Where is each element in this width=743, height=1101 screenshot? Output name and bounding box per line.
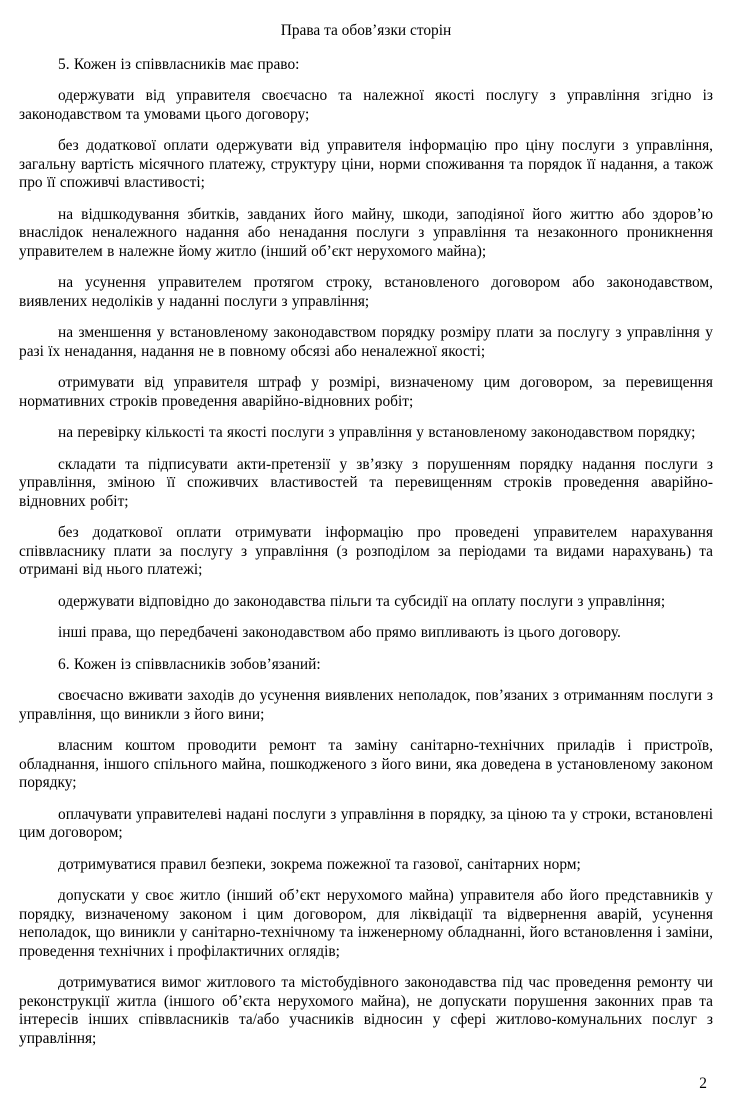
paragraph: дотримуватися правил безпеки, зокрема пожежної та газової, санітарних норм; bbox=[58, 855, 581, 873]
paragraph: на відшкодування збитків, завданих його майну, шкоди, заподіяної його життю або здоров’ю внаслідок неналежного надання або ненадання послуги з управління та незаконного проникнення управителем в належне йому житло (інший об’єкт нерухомого майна); bbox=[19, 205, 713, 260]
page-number: 2 bbox=[699, 1074, 707, 1092]
paragraph: складати та підписувати акти-претензії у зв’язку з порушенням порядку надання послуги з управління, зміною її споживчих властивостей та перевищенням строків проведення аварійно-відновних робіт; bbox=[19, 455, 713, 510]
paragraph: одержувати відповідно до законодавства пільги та субсидії на оплату послуги з управління; bbox=[58, 592, 666, 610]
paragraph: дотримуватися вимог житлового та містобудівного законодавства під час проведення ремонту чи реконструкції житла (іншого об’єкта нерухомого майна), не допускати порушення законних прав та інтересів інших співвласників та/або учасників відносин у сфері житлово-комунальних послуг з управління; bbox=[19, 974, 713, 1047]
document-body bbox=[19, 56, 713, 1049]
paragraph: без додаткової оплати одержувати від управителя інформацію про ціну послуги з управління, загальну вартість місячного платежу, структуру ціни, норми споживання та порядок її надання, а також про її споживчі властивості; bbox=[19, 137, 713, 191]
section-heading: 6. Кожен із співвласників зобов’язаний: bbox=[58, 655, 321, 673]
paragraph: отримувати від управителя штраф у розмірі, визначеному цим договором, за перевищення нормативних строків проведення аварійно-відновних робіт; bbox=[19, 374, 713, 410]
paragraph: без додаткової оплати отримувати інформацію про проведені управителем нарахування співвласнику плати за послугу з управління (з розподілом за періодами та видами нарахувань) та отримані від нього платежі; bbox=[19, 524, 713, 578]
section-heading: 5. Кожен із співвласників має право: bbox=[58, 55, 300, 73]
page-title: Права та обов’язки сторін bbox=[280, 22, 452, 39]
paragraph: допускати у своє житло (інший об’єкт нерухомого майна) управителя або його представників у порядку, визначеному законом і цим договором, для ліквідації та відвернення аварій, усунення неполадок, що виникли у санітарно-технічному та інженерному обладнанні, його встановлення і заміни, проведення технічних і профілактичних оглядів; bbox=[19, 887, 713, 960]
paragraph: одержувати від управителя своєчасно та належної якості послугу з управління згідно із законодавством та умовами цього договору; bbox=[19, 87, 713, 123]
paragraph: оплачувати управителеві надані послуги з управління в порядку, за ціною та у строки, встановлені цим договором; bbox=[19, 805, 713, 841]
paragraph: власним коштом проводити ремонт та заміну санітарно-технічних приладів і пристроїв, обладнання, іншого спільного майна, пошкодженого з його вини, яка доведена в установленому законом порядку; bbox=[19, 737, 713, 791]
paragraph: своєчасно вживати заходів до усунення виявлених неполадок, пов’язаних з отриманням послуги з управління, що виникли з його вини; bbox=[19, 687, 713, 723]
paragraph: інші права, що передбачені законодавством або прямо випливають із цього договору. bbox=[58, 624, 621, 641]
paragraph: на зменшення у встановленому законодавством порядку розміру плати за послугу з управління у разі їх ненадання, надання не в повному обсязі або неналежної якості; bbox=[19, 324, 713, 360]
paragraph: на перевірку кількості та якості послуги з управління у встановленому законодавством порядку; bbox=[58, 424, 696, 441]
paragraph: на усунення управителем протягом строку, встановленого договором або законодавством, виявлених недоліків у наданні послуги з управління; bbox=[19, 274, 713, 310]
